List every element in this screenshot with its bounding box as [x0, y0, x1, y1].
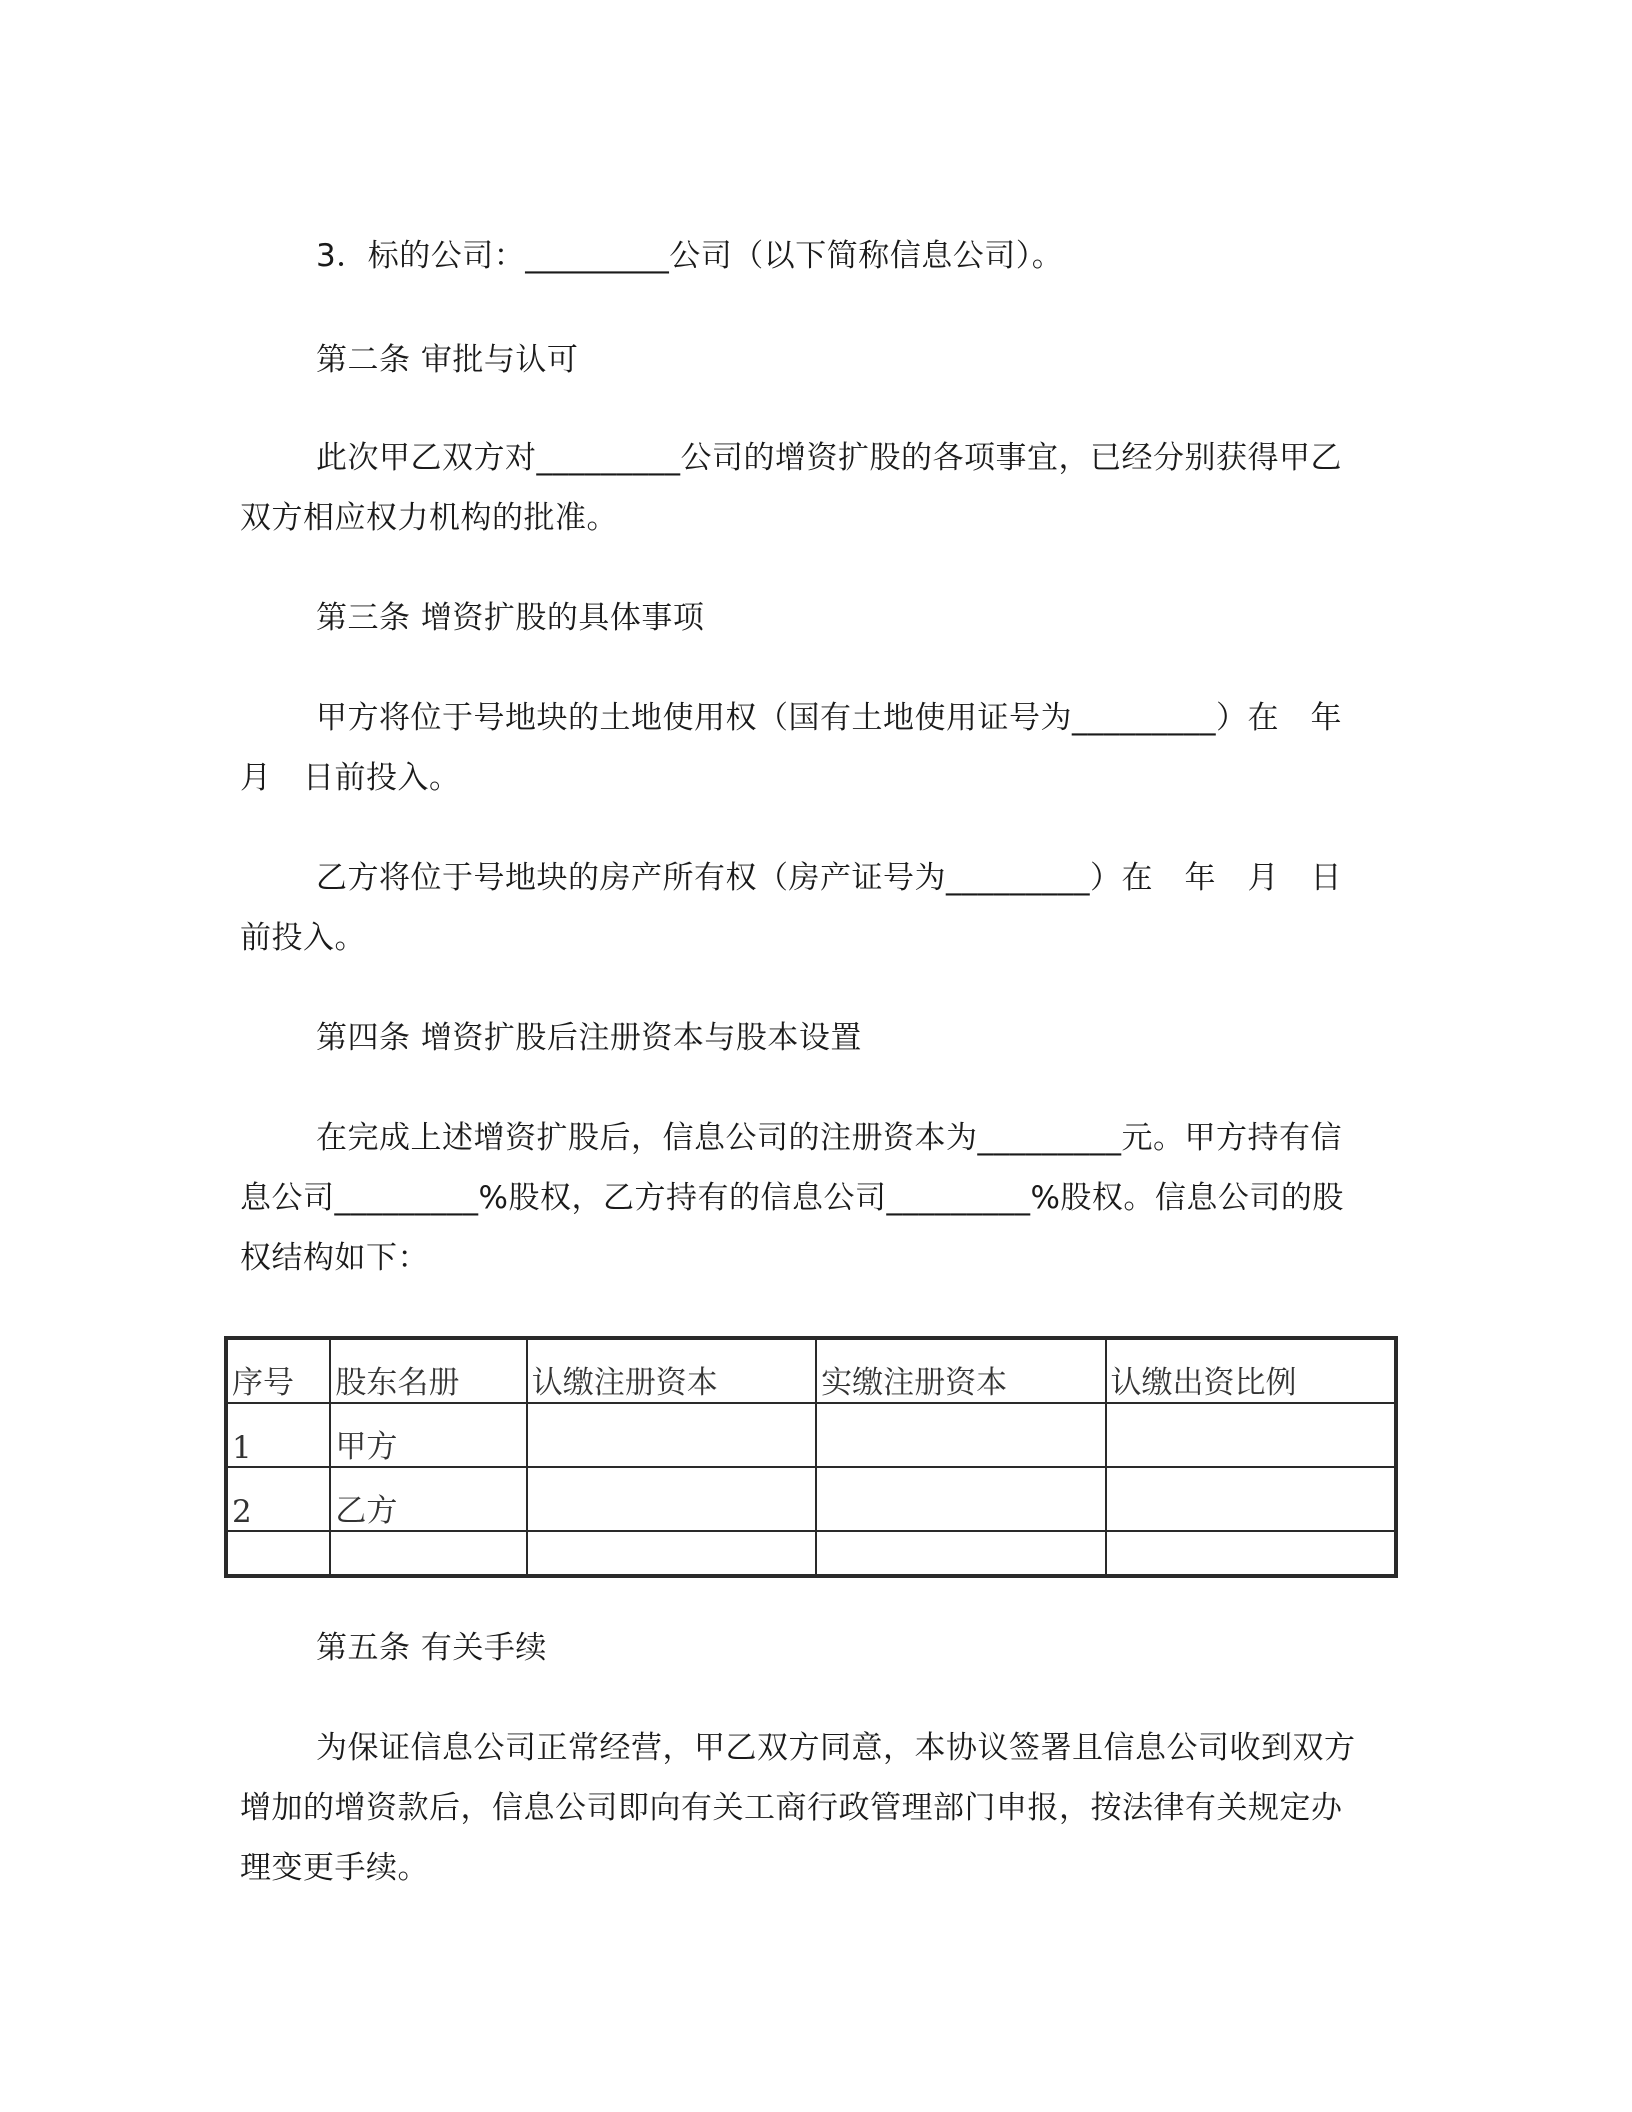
header-subscribed-capital: 认缴注册资本 — [527, 1338, 816, 1403]
table-cell — [527, 1403, 816, 1467]
table-cell — [527, 1531, 816, 1576]
table-row — [226, 1403, 1396, 1467]
article-2-body: 此次甲乙双方对_________公司的增资扩股的各项事宜，已经分别获得甲乙双方相应权力机构的批准。 — [240, 440, 1342, 536]
table-row — [226, 1531, 1396, 1576]
table-cell — [527, 1467, 816, 1531]
article-3-party-b: 乙方将位于号地块的房产所有权（房产证号为_________）在 年 月 日前投入。 — [240, 860, 1342, 956]
article-3-party-a: 甲方将位于号地块的土地使用权（国有土地使用证号为_________）在 年月 日前投入。 — [240, 700, 1342, 796]
table-header-row — [226, 1338, 1396, 1403]
article-4-body: 在完成上述增资扩股后，信息公司的注册资本为_________元。甲方持有信息公司_________%股权，乙方持有的信息公司_________%股权。信息公司的股权结构如下： — [240, 1120, 1344, 1276]
header-shareholder: 股东名册 — [330, 1338, 526, 1403]
article-2-heading: 第二条 审批与认可 — [316, 342, 579, 378]
article-3-heading: 第三条 增资扩股的具体事项 — [316, 600, 705, 636]
header-paid-capital: 实缴注册资本 — [816, 1338, 1105, 1403]
table-cell — [816, 1531, 1105, 1576]
table-cell — [1106, 1403, 1396, 1467]
header-seq: 序号 — [226, 1338, 330, 1403]
table-cell — [226, 1531, 330, 1576]
table-cell: 乙方 — [330, 1467, 526, 1531]
table-cell — [1106, 1467, 1396, 1531]
table-cell — [1106, 1531, 1396, 1576]
header-subscription-ratio: 认缴出资比例 — [1106, 1338, 1396, 1403]
table-cell: 2 — [226, 1467, 330, 1531]
table-cell — [816, 1403, 1105, 1467]
article-5-heading: 第五条 有关手续 — [316, 1630, 547, 1666]
table-cell — [816, 1467, 1105, 1531]
table-cell — [330, 1531, 526, 1576]
article-4-heading: 第四条 增资扩股后注册资本与股本设置 — [316, 1020, 862, 1056]
table-cell: 甲方 — [330, 1403, 526, 1467]
article-5-body: 为保证信息公司正常经营，甲乙双方同意，本协议签署且信息公司收到双方增加的增资款后，信息公司即向有关工商行政管理部门申报，按法律有关规定办理变更手续。 — [240, 1730, 1356, 1886]
shareholding-table — [224, 1336, 1398, 1578]
table-cell: 1 — [226, 1403, 330, 1467]
table-row — [226, 1467, 1396, 1531]
clause-target-company: 3．标的公司：_________公司（以下简称信息公司）。 — [316, 238, 1064, 274]
